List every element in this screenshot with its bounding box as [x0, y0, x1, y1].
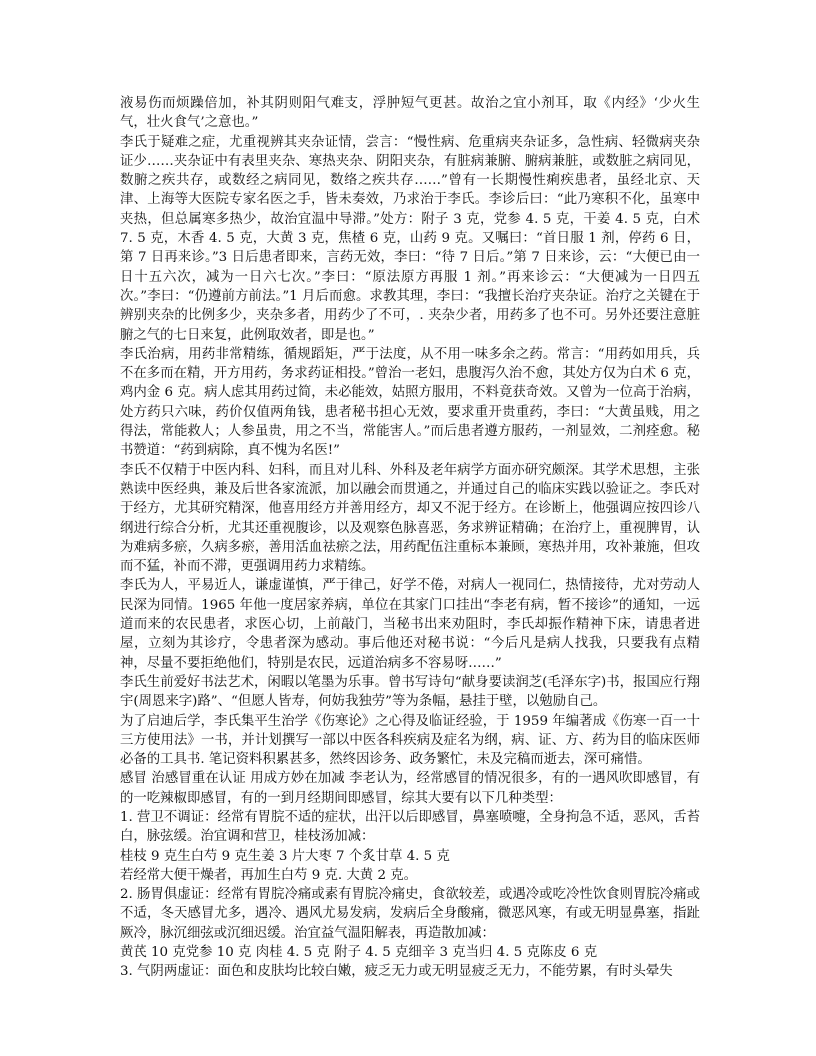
paragraph-personality: 李氏为人，平易近人，谦虚谨慎，严于律己，好学不倦，对病人一视同仁，热情接待，尤对劳动人民深为同情。1965 年他一度居家养病，单位在其家门口挂出“李老有病，暂不接诊”的通知，一远道而来的农民患者，求医心切，上前敲门，当秘书出来劝阻时，李氏却振作精神下床，请患者进屋，立刻为其诊疗，令患者深为感动。事后他还对秘书说：“今后凡是病人找我，只要我有点精神，尽量不要拒绝他们，特别是农民，远道治病多不容易呀……”	[120, 578, 700, 671]
paragraph-type-2: 2. 肠胃俱虚证：经常有胃脘冷痛或素有胃脘冷痛史，食欲较差，或遇冷或吃冷性饮食则胃脘冷痛或不适，冬天感冒尤多，遇冷、遇风尤易发病，发病后全身酸痛，微恶风寒，有或无明显鼻塞，指趾厥冷，脉沉细弦或沉细迟缓。治宜益气温阳解表，再造散加减：	[120, 887, 700, 941]
paragraph-complex-cases: 李氏于疑难之症，尤重视辨其夹杂证情，尝言：“慢性病、危重病夹杂证多，急性病、轻微病夹杂证少……夹杂证中有表里夹杂、寒热夹杂、阴阳夹杂，有脏病兼腑、腑病兼脏，或数脏之病同见，数腑之疾共存，或数经之病同见，数络之疾共存……”曾有一长期慢性痢疾患者，虽经北京、天津、上海等大医院专家名医之手，皆未奏效，乃求治于李氏。李诊后曰：“此乃寒积不化，虽寒中夹热，但总属寒多热少，故治宜温中导滞。”处方：附子 3 克，党参 4. 5 克，干姜 4. 5 克，白术 7. 5 克，木香 4. 5 克，大黄 3 克，焦楂 6 克，山药 9 克。又嘱曰：“首日服 1 剂，停药 6 日，第 7 日再来诊。”3 日后患者即来，言药无效，李曰：“待 7 日后。”第 7 日来诊，云：“大便已由一日十五六次，减为一日六七次。”李曰：“原法原方再服 1 剂。”再来诊云：“大便减为一日四五次。”李曰：“仍遵前方前法。”1 月后而愈。求教其理，李曰：“我擅长治疗夹杂证。治疗之关键在于辨别夹杂的比例多少，夹杂多者，用药少了不可，. 夹杂少者，用药多了也不可。另外还要注意脏腑之气的七日来复，此例取效者，即是也。”	[120, 134, 700, 343]
paragraph-formula-2: 黄芪 10 克党参 10 克 肉桂 4. 5 克 附子 4. 5 克细辛 3 克当归 4. 5 克陈皮 6 克	[120, 945, 598, 961]
paragraph-cold-intro: 感冒 治感冒重在认证 用成方妙在加减 李老认为，经常感冒的情况很多，有的一遇风吹即感冒，有的一吃辣椒即感冒，有的一到月经期间即感冒，综其大要有以下几种类型：	[120, 771, 700, 806]
paragraph-academic-thought: 李氏不仅精于中医内科、妇科，而且对儿科、外科及老年病学方面亦研究颇深。其学术思想，主张熟读中医经典，兼及后世各家流派，加以融会而贯通之，并通过自己的临床实践以验证之。李氏对于经方，尤其研究精深，他喜用经方并善用经方，却又不泥于经方。在诊断上，他强调应按四诊八纲进行综合分析，尤其还重视腹诊，以及观察色脉喜恶，务求辨证精确；在治疗上，重视脾胃，认为难病多瘀，久病多瘀，善用活血祛瘀之法，用药配伍注重标本兼顾，寒热并用，攻补兼施，但攻而不猛，补而不滞，更强调用药力求精练。	[120, 462, 700, 575]
paragraph-writings: 为了启迪后学，李氏集平生治学《伤寒论》之心得及临证经验，于 1959 年编著成《伤寒一百一十三方使用法》一书，并计划撰写一部以中医各科疾病及症名为纲，病、证、方、药为目的临床医师必备的工具书. 笔记资料积累甚多，然终因诊务、政务繁忙，未及完稿而逝去，深可痛惜。	[120, 713, 700, 768]
paragraph-intro-end: 液易伤而烦躁倍加，补其阴则阳气难支，浮肿短气更甚。故治之宜小剂耳，取《内经》‘少火生气，壮火食气’之意也。”	[120, 96, 700, 131]
paragraph-type-1: 1. 营卫不调证：经常有胃脘不适的症状，出汗以后即感冒，鼻塞喷嚏，全身拘急不适，恶风，舌苔白，脉弦缓。治宜调和营卫，桂枝汤加减：	[120, 809, 700, 845]
paragraph-calligraphy: 李氏生前爱好书法艺术，闲暇以笔墨为乐事。曾书写诗句“献身要读润芝(毛泽东字)书，报国应行翔宇(周恩来字)路”、“但愿人皆寿，何妨我独劳”等为条幅，悬挂于壁，以勉励自己。	[120, 674, 700, 710]
paragraph-prescription-style: 李氏治病，用药非常精练，循规蹈矩，严于法度，从不用一味多余之药。常言：“用药如用兵，兵不在多而在精，开方用药，务求药证相投。”曾治一老妇，患腹泻久治不愈，其处方仅为白术 6 克，鸡内金 6 克。病人虑其用药过简，未必能效，姑照方服用，不料竟获奇效。又曾为一位高于治病，处方药只六味，药价仅值两角钱，患者秘书担心无效，要求重开贵重药，李曰：“大黄虽贱，用之得法，常能救人；人参虽贵，用之不当，常能害人。”而后患者遵方服药，一剂显效，二剂痊愈。秘书赞道：“药到病除，真不愧为名医!”	[120, 346, 700, 459]
paragraph-type-3: 3. 气阴两虚证：面色和皮肤均比较白嫩，疲乏无力或无明显疲乏无力，不能劳累，有时头晕失	[120, 964, 673, 980]
document-page	[120, 94, 700, 982]
paragraph-formula-1: 桂枝 9 克生白芍 9 克生姜 3 片大枣 7 个炙甘草 4. 5 克	[120, 848, 450, 864]
paragraph-formula-1-addition: 若经常大便干燥者，再加生白芍 9 克. 大黄 2 克。	[120, 867, 417, 883]
